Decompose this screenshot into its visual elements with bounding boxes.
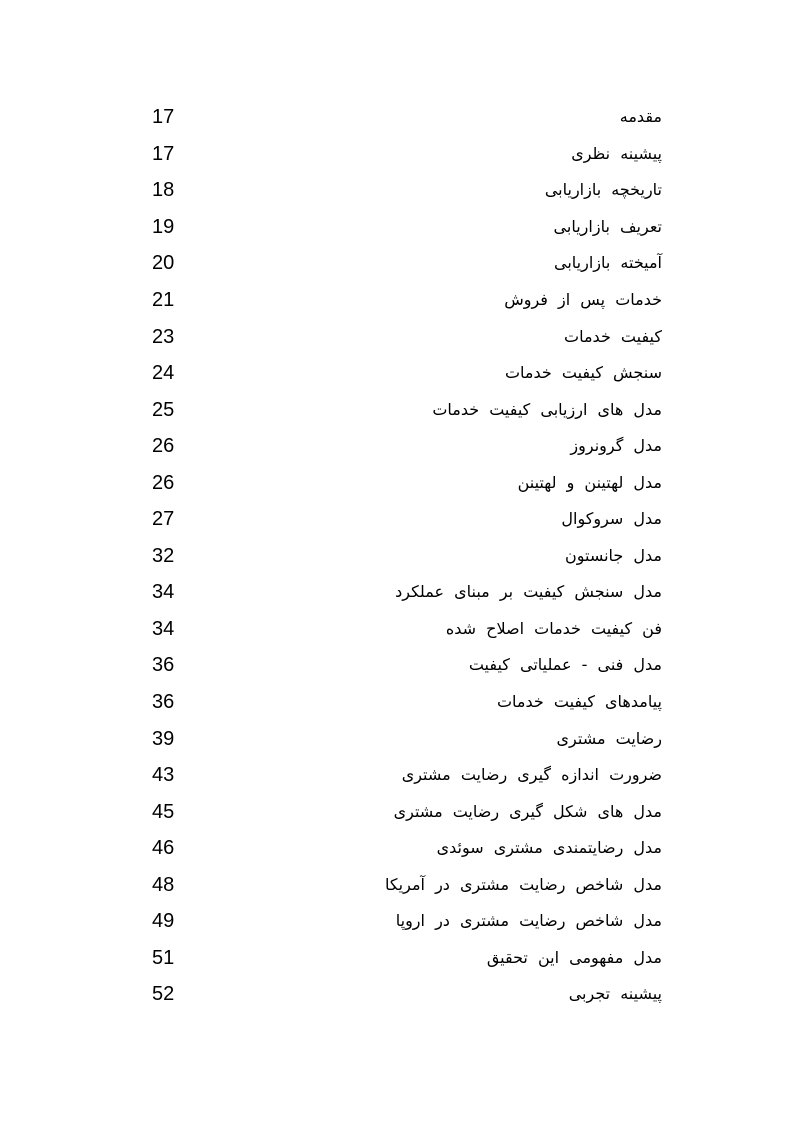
- entry-title: فن کیفیت خدمات اصلاح شده: [445, 618, 662, 638]
- page-number: 45: [152, 800, 175, 823]
- toc-entry: [0, 866, 794, 903]
- entry-title: مدل شاخص رضایت مشتری در آمریکا: [384, 874, 662, 894]
- toc-entry: [0, 464, 794, 501]
- entry-title: مدل شاخص رضایت مشتری در اروپا: [395, 911, 662, 931]
- entry-title: خدمات پس از فروش: [504, 290, 662, 309]
- page-number: 46: [152, 837, 175, 860]
- entry-title: مدل سنجش کیفیت بر مبنای عملکرد: [395, 582, 662, 602]
- entry-title: مدل های شکل گیری رضایت مشتری: [393, 801, 662, 821]
- toc-entry: [0, 318, 794, 355]
- page-number: 39: [152, 727, 175, 750]
- page-number: 49: [152, 910, 175, 933]
- entry-title: رضایت مشتری: [556, 728, 662, 748]
- entry-title: پیامدهای کیفیت خدمات: [496, 692, 662, 712]
- entry-title: پیشینه نظری: [571, 143, 662, 163]
- toc-entry: [0, 501, 794, 538]
- entry-title: مدل سروکوال: [561, 509, 662, 529]
- entry-title: ضرورت اندازه گیری رضایت مشتری: [401, 765, 662, 785]
- toc-entry: [0, 245, 794, 282]
- page-number: 52: [152, 983, 175, 1006]
- toc-entry: [0, 940, 794, 977]
- toc-entry: [0, 793, 794, 830]
- toc-entry: [0, 209, 794, 246]
- page-number: 26: [152, 471, 175, 494]
- page-number: 20: [152, 252, 175, 275]
- entry-title: مدل مفهومی این تحقیق: [486, 947, 662, 967]
- page-number: 24: [152, 362, 175, 385]
- page-number: 32: [152, 544, 175, 567]
- toc-entry: [0, 611, 794, 648]
- entry-title: سنجش کیفیت خدمات: [504, 363, 662, 383]
- page-number: 34: [152, 581, 175, 604]
- page-number: 26: [152, 435, 175, 458]
- toc-entry: [0, 136, 794, 173]
- page-number: 23: [152, 325, 175, 348]
- page-number: 21: [152, 289, 175, 311]
- page-number: 27: [152, 508, 175, 531]
- toc-entry: [0, 282, 794, 319]
- page-number: 19: [152, 215, 175, 238]
- entry-title: آمیخته بازاریابی: [553, 253, 662, 273]
- toc-entry: [0, 976, 794, 1013]
- entry-title: تعریف بازاریابی: [553, 216, 662, 236]
- toc-entry: [0, 720, 794, 757]
- toc-entry: [0, 574, 794, 611]
- toc-entry: [0, 684, 794, 721]
- page-number: 34: [152, 617, 175, 640]
- entry-title: مدل رضایتمندی مشتری سوئدی: [436, 838, 662, 858]
- entry-title: کیفیت خدمات: [564, 326, 662, 346]
- entry-title: تاریخچه بازاریابی: [544, 180, 662, 200]
- page-number: 17: [152, 142, 175, 165]
- toc-entry: [0, 903, 794, 940]
- page-number: 18: [152, 179, 175, 202]
- toc-entry: [0, 172, 794, 209]
- page-number: 43: [152, 764, 175, 787]
- entry-title: مدل فنی - عملیاتی کیفیت: [468, 655, 662, 675]
- entry-title: مدل های ارزیابی کیفیت خدمات: [432, 399, 662, 419]
- toc-entry: [0, 538, 794, 575]
- entry-title: پیشینه تجربی: [568, 984, 662, 1004]
- toc-entry: [0, 99, 794, 136]
- page-number: 36: [152, 691, 175, 714]
- toc-entry: [0, 830, 794, 867]
- toc-entry: [0, 647, 794, 684]
- page-number: 25: [152, 398, 175, 421]
- page-number: 51: [152, 946, 175, 969]
- toc-entry: [0, 355, 794, 392]
- toc-entry: [0, 757, 794, 794]
- page-number: 17: [152, 106, 175, 129]
- table-of-contents: [0, 99, 794, 1013]
- toc-entry: [0, 428, 794, 465]
- entry-title: مدل گرونروز: [570, 436, 662, 456]
- page-number: 48: [152, 873, 175, 896]
- entry-title: مدل لهتینن و لهتینن: [517, 472, 662, 492]
- entry-title: مدل جانستون: [564, 545, 662, 565]
- entry-title: مقدمه: [619, 107, 662, 127]
- toc-entry: [0, 391, 794, 428]
- page-number: 36: [152, 654, 175, 677]
